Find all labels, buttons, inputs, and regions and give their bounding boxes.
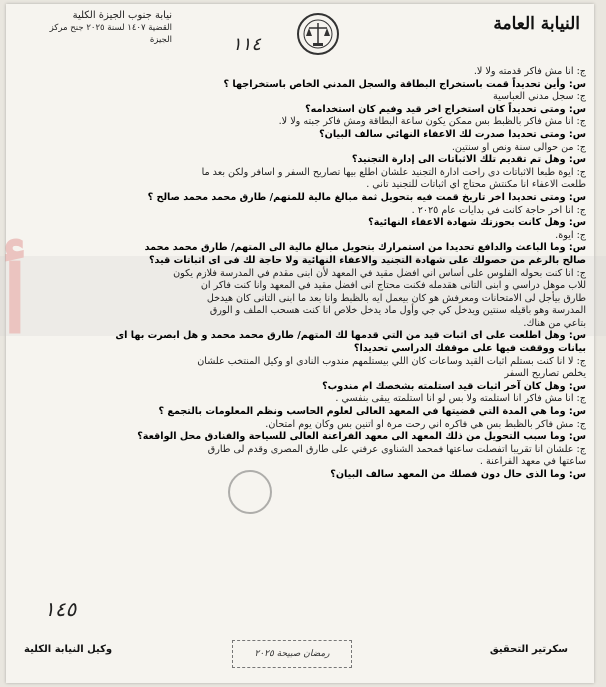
answer-line: يخلص تصاريح السفر [504, 368, 586, 380]
answer-line: ج: مش فاكر بالظبط بس هي فاكره اني رحت مرة او اتنين بس وكان يوم امتحان. [265, 418, 586, 430]
question-line: س: وما الذى حال دون فصلك من المعهد سالف البيان؟ [330, 469, 586, 480]
emblem-icon [296, 12, 340, 56]
prosecutor-signature-label: وكيل النيابة الكلية [24, 644, 113, 655]
answer-line: ج: لا انا كنت بستلم اثبات القيد وساعات كان اللي بيستلمهم مندوب النادى او وكيل المنتخب علشان [197, 355, 586, 367]
question-line: س: وما هي المدة التي قضيتها في المعهد العالى لعلوم الحاسب ونظم المعلومات بالتجمع ؟ [158, 406, 586, 418]
office-name: نيابة جنوب الجيزة الكلية [72, 10, 172, 21]
question-line: س: وهل تم تقديم تلك الاثباتات الى إدارة التجنيد؟ [351, 154, 586, 166]
document-header [6, 4, 594, 66]
question-line: س: ومتى تحديدا صدرت لك الاعفاء النهائي سالف البيان؟ [319, 128, 586, 140]
question-line: س: وهل اطلعت على اى اثبات قيد من التي قدمها لك المتهم/ طارق محمد محمد و هل ابصرت بها اى [115, 330, 586, 342]
transcript-body [16, 66, 586, 482]
question-line: بيانات ووقفت فيها على موقفك الدراسي تحديدا؟ [353, 343, 586, 355]
question-line: س: وهل كانت بحوزتك شهادة الاعفاء النهائية؟ [368, 217, 586, 229]
answer-line: طارق بيأجل لى الامتحانات ومعرفش هو كان بيعمل ايه بالظبط وانا بعد ما ابنى التانى كان هيدخل [206, 292, 586, 304]
case-reference: القضية ١٤٠٧ لسنة ٢٠٢٥ جنح مركز الجيزة [49, 23, 172, 45]
document-page [2, 4, 594, 683]
answer-line: ج: علشان انا تقريبا اتفصلت ساعتها فمحمد الشناوى عرفني على طارق المصرى وقدم لى طارق [207, 443, 586, 455]
answer-line: ج: انا مش فاكر انا استلمته ولا بس لو انا استلمته يبقى بنفسي . [335, 393, 586, 405]
answer-line: ج: انا اخر حاجة كانت في بدايات عام ٢٠٢٥ . [411, 204, 586, 216]
answer-line: ساعتها في معهد الفراعنة . [479, 456, 586, 468]
question-line: س: ومتى تحديدا اخر تاريخ قمت فيه بتحويل ثمة مبالغ مالية للمتهم/ طارق محمد محمد صالح ؟ [147, 191, 586, 203]
question-line: س: وما الباعث والدافع تحديدا من استمرارك بتحويل مبالغ مالية الى المتهم/ طارق محمد محمد [144, 242, 586, 254]
answer-line: بتاعي من هناك. [523, 317, 586, 329]
question-line: س: وهل كان آخر اثبات قيد استلمته بشخصك ام مندوب؟ [322, 380, 586, 392]
answer-line: ج: من حوالى سنة ونص او سنتين. [451, 141, 586, 153]
answer-line: المدرسة وهو باقيله سنتين ويدخل كي جي وأول ماد يدخل خلاص انا كنت هسحب الملف و الورق [209, 305, 586, 317]
handwritten-page-total: ١٤٥ [44, 597, 77, 621]
answer-line: للاب موهل دراسي و ابنى التانى هقدمله فكنت محتاج انى افضل مقيد في المعهد وانا كنت فاكر ان [200, 280, 586, 292]
case-info [42, 10, 172, 46]
watermark-logo: أ [2, 246, 28, 354]
answer-line: ج: انا مش فاكر بالظبط بس ممكن يكون ساعة البطاقة ومش فاكر جبته ولا لا. [278, 116, 586, 128]
signature-box: رمضان صبيحة ٢٠٢٥ [232, 640, 352, 668]
answer-line: طلعت الاعفاء انا مكنتش محتاج اي اثباتات للتجنيد تاني . [366, 179, 586, 191]
handwritten-page-number: ١١٤ [232, 34, 262, 55]
answer-line: ج: ايوة. [555, 229, 586, 241]
answer-line: ج: سجل مدني العباسية [492, 91, 586, 103]
answer-line: ج: انا كنت بحوله الفلوس على أساس اني افضل مقيد في المعهد لأن ابنى مقدم في المدرسة فلازم يكون [173, 267, 586, 279]
question-line: س: وأين تحديداً قمت باستخراج البطاقة والسجل المدني الخاص باستخراجها ؟ [223, 78, 586, 90]
question-line: صالح بالرغم من حصولك على شهادة التجنيد والاعفاء النهائية ولا حاجة لك فى اى اثباتات قيد؟ [148, 254, 586, 266]
question-line: س: ومتى تحديداً كان استخراج اخر قيد وفيم كان استخدامه؟ [305, 103, 586, 115]
secretary-signature-label: سكرتير التحقيق [489, 644, 568, 655]
signature-footer [6, 636, 594, 680]
question-line: س: وما سبب التحويل من ذلك المعهد الى معهد الفراعنة العالى للسياحة والفنادق محل الواقعة؟ [137, 431, 586, 443]
answer-line: ج: انا مش فاكر قدمته ولا لا. [473, 66, 586, 77]
page-title: النيابة العامة [493, 14, 580, 34]
answer-line: ج: ايوة طبعا الاثباتات دى راحت ادارة التجنيد علشان اطلع بيها تصاريح السفر و اسافر ولكن بعد ما [201, 166, 586, 178]
